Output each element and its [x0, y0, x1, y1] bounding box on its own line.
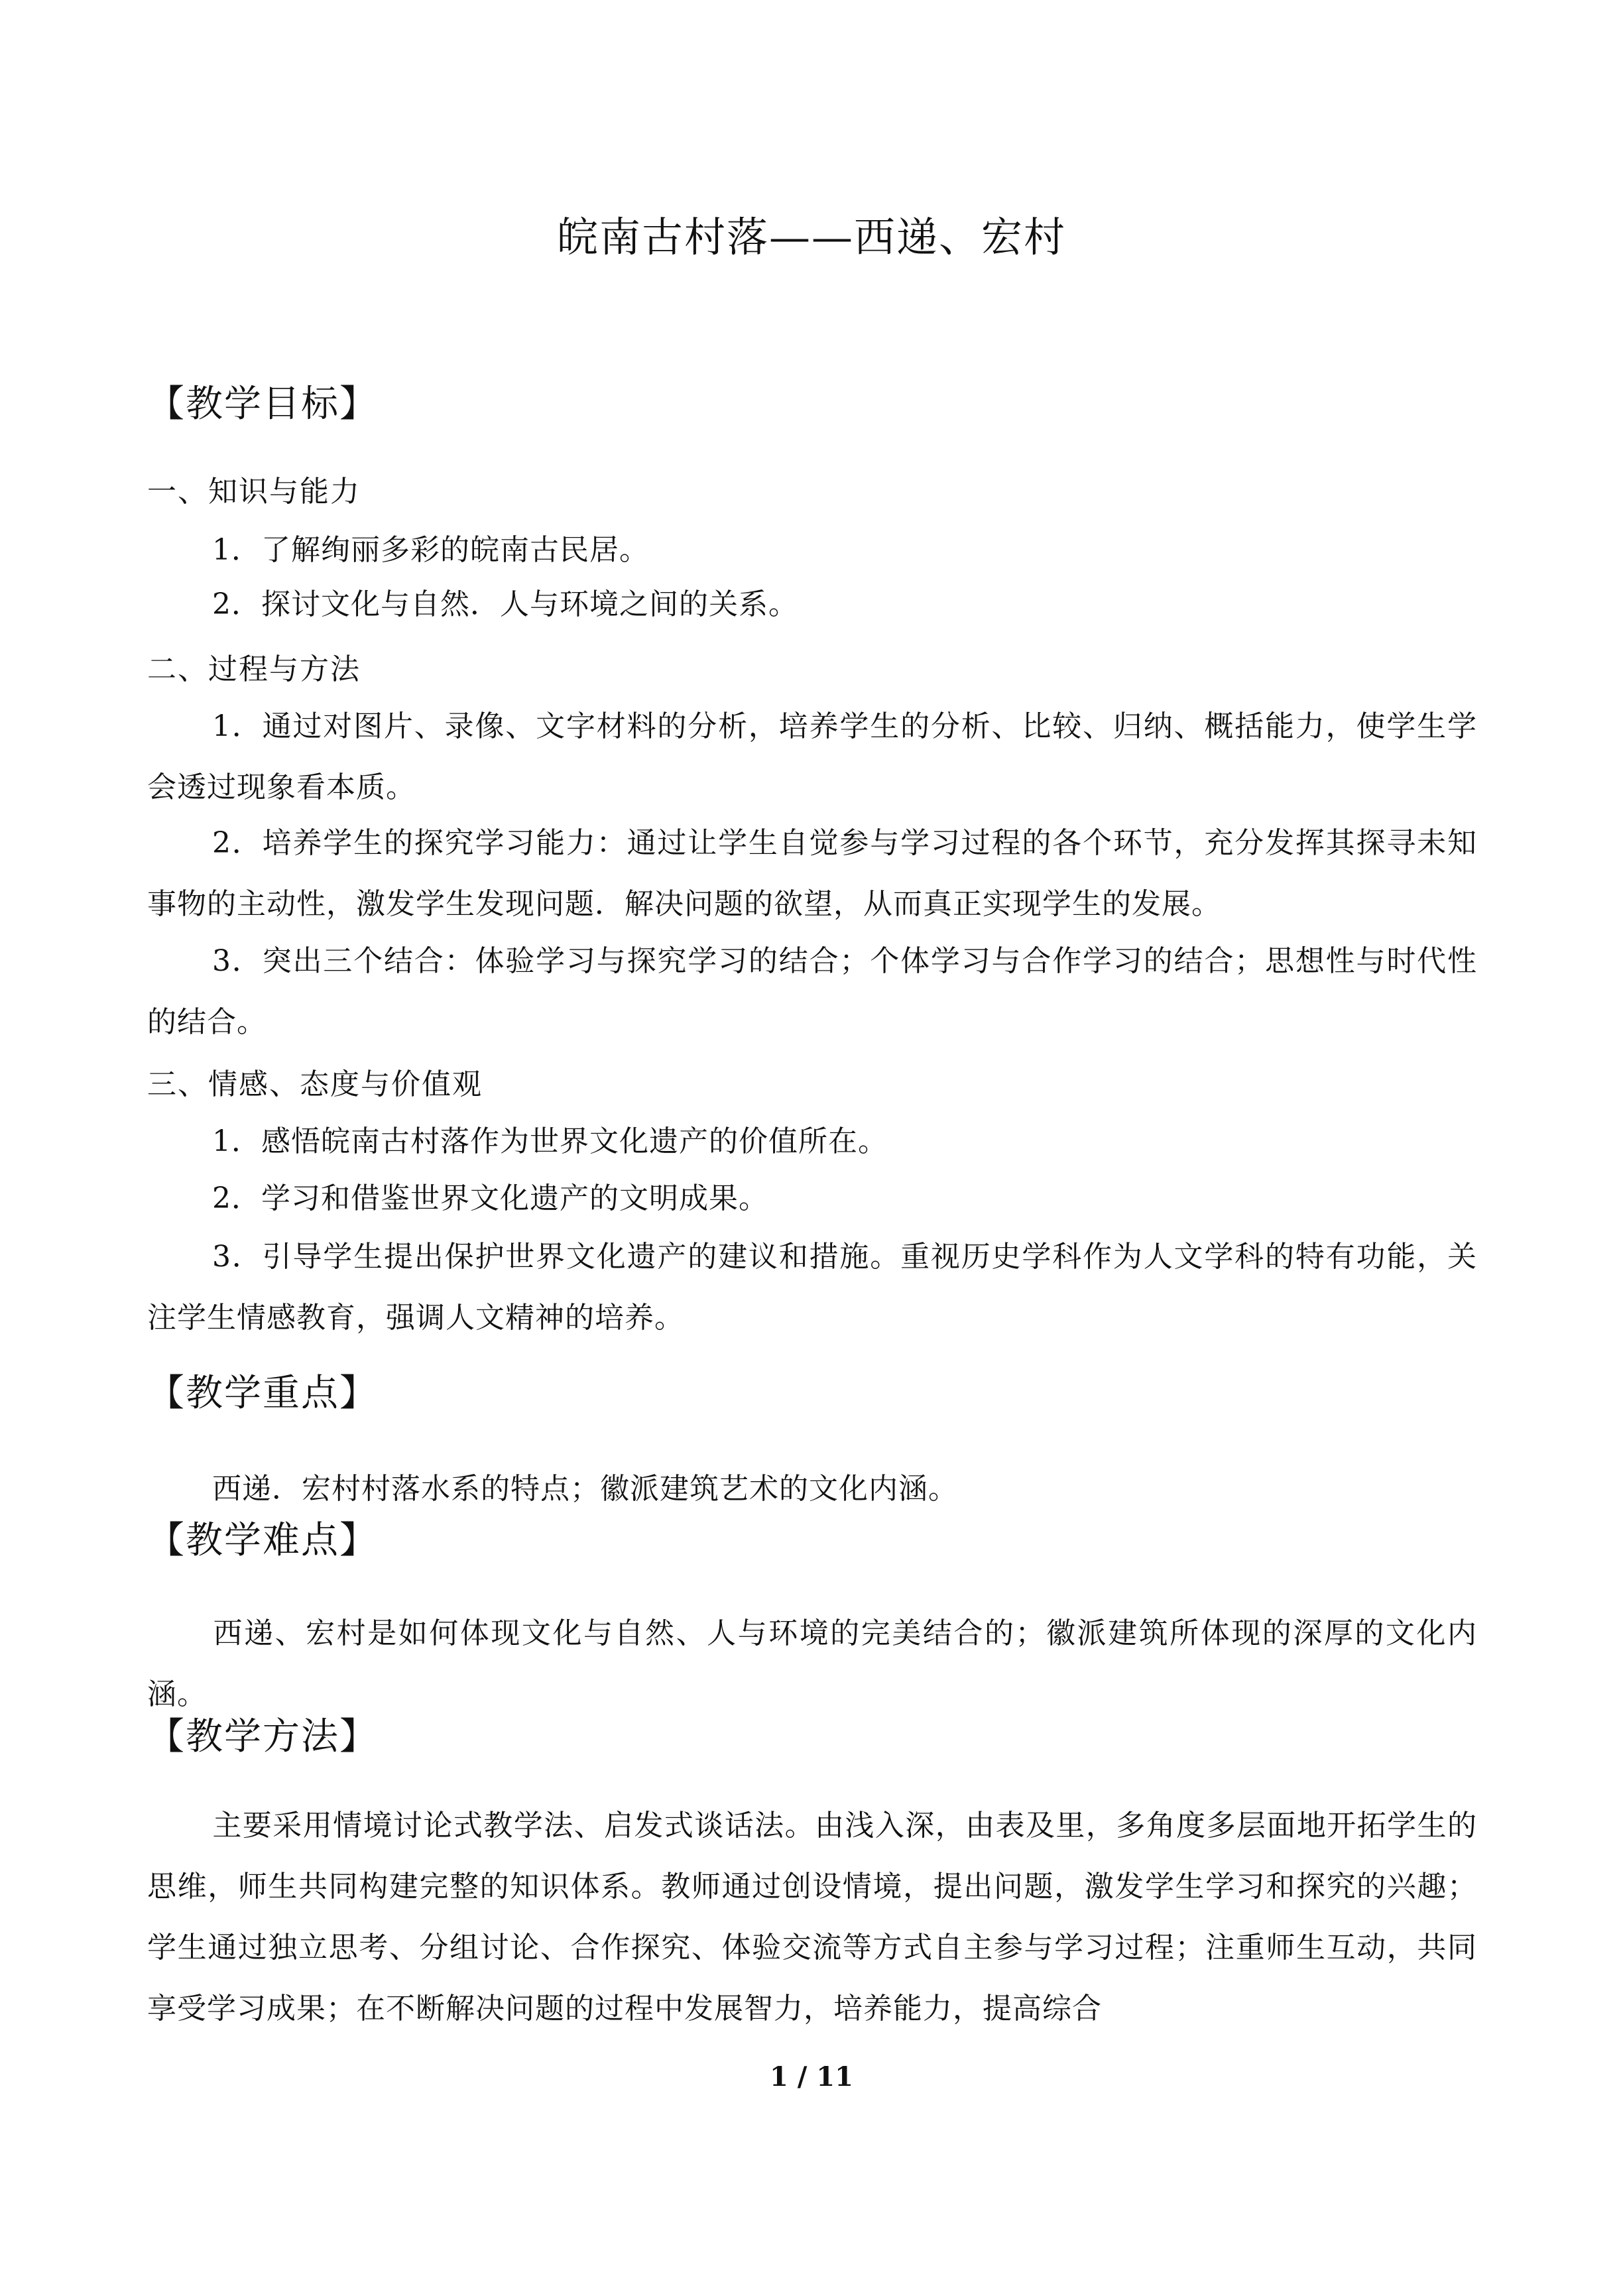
document-title: 皖南古村落——西递、宏村	[556, 213, 1066, 261]
paragraph-text: 1．了解绚丽多彩的皖南古民居。	[212, 533, 649, 567]
paragraph-process-2	[147, 813, 1477, 935]
paragraph-text: 3．引导学生提出保护世界文化遗产的建议和措施。重视历史学科作为人文学科的特有功能，关注学生情感教育，强调人文精神的培养。	[147, 1240, 1477, 1335]
paragraph-text: 西递、宏村是如何体现文化与自然、人与环境的完美结合的；徽派建筑所体现的深厚的文化内涵。	[147, 1616, 1477, 1711]
paragraph-text: 2．培养学生的探究学习能力：通过让学生自觉参与学习过程的各个环节，充分发挥其探寻未知事物的主动性，激发学生发现问题．解决问题的欲望，从而真正实现学生的发展。	[147, 826, 1477, 921]
paragraph-text: 3．突出三个结合：体验学习与探究学习的结合；个体学习与合作学习的结合；思想性与时代性的结合。	[147, 944, 1477, 1039]
section-heading-key-points: 【教学重点】	[147, 1372, 378, 1415]
paragraph-emotion-2	[147, 1168, 1477, 1229]
paragraph-knowledge-1	[147, 520, 1477, 581]
section-heading-difficulties: 【教学难点】	[147, 1519, 378, 1562]
paragraph-process-3	[147, 931, 1477, 1053]
page-number: 1 / 11	[770, 2061, 853, 2092]
subsection-process: 二、过程与方法	[147, 652, 361, 686]
paragraph-methods	[147, 1795, 1477, 2039]
paragraph-text: 2．探讨文化与自然．人与环境之间的关系。	[212, 587, 798, 621]
paragraph-knowledge-2	[147, 574, 1477, 635]
subsection-knowledge: 一、知识与能力	[147, 475, 361, 509]
paragraph-text: 1．通过对图片、录像、文字材料的分析，培养学生的分析、比较、归纳、概括能力，使学生学会透过现象看本质。	[147, 709, 1477, 804]
paragraph-text: 2．学习和借鉴世界文化遗产的文明成果。	[212, 1181, 768, 1215]
subsection-emotion: 三、情感、态度与价值观	[147, 1067, 483, 1101]
paragraph-emotion-1	[147, 1111, 1477, 1172]
paragraph-text: 1．感悟皖南古村落作为世界文化遗产的价值所在。	[212, 1124, 888, 1158]
paragraph-key-points	[147, 1459, 1477, 1520]
section-heading-objectives: 【教学目标】	[147, 383, 378, 426]
paragraph-text: 西递．宏村村落水系的特点；徽派建筑艺术的文化内涵。	[212, 1472, 958, 1506]
paragraph-process-1	[147, 696, 1477, 818]
paragraph-emotion-3	[147, 1227, 1477, 1349]
section-heading-methods: 【教学方法】	[147, 1715, 378, 1758]
paragraph-text: 主要采用情境讨论式教学法、启发式谈话法。由浅入深，由表及里，多角度多层面地开拓学生的思维，师生共同构建完整的知识体系。教师通过创设情境，提出问题，激发学生学习和探究的兴趣；学生通过独立思考、分组讨论、合作探究、体验交流等方式自主参与学习过程；注重师生互动，共同享受学习成果；在不断解决问题的过程中发展智力，培养能力，提高综合	[147, 1809, 1477, 2025]
paragraph-difficulties	[147, 1603, 1477, 1725]
